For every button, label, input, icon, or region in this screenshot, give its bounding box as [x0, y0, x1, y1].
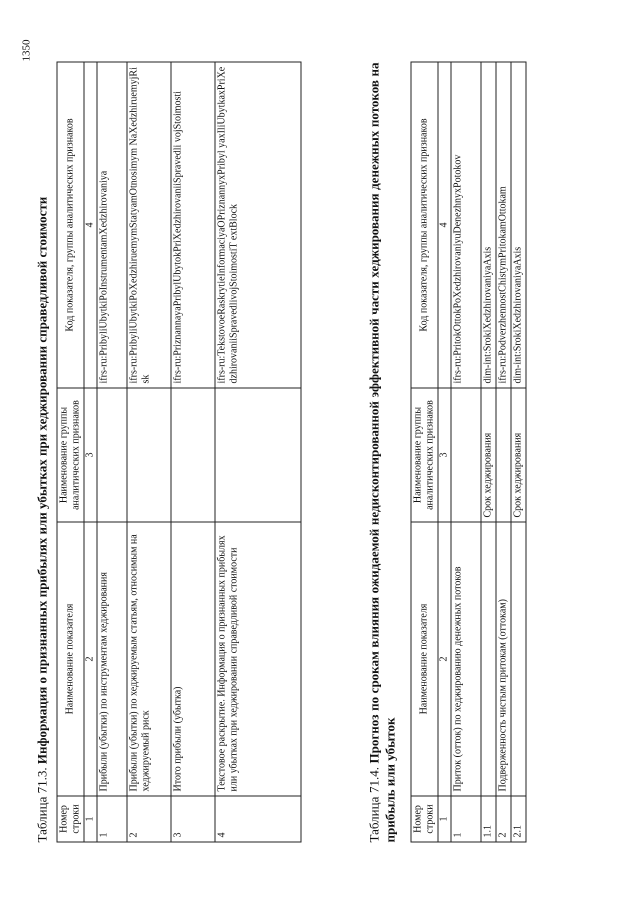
- table-row: [511, 62, 526, 842]
- row-number: 4: [215, 796, 301, 842]
- table1-index-row: [84, 62, 97, 842]
- rotated-page: [1, 0, 640, 905]
- table1-header-group: Наименование группы аналитических признаков: [57, 388, 84, 522]
- table2-index-row: [438, 62, 451, 842]
- table2-header-code: Код показателя, группы аналитических признаков: [411, 62, 438, 388]
- table1-header-name: Наименование показателя: [57, 522, 84, 796]
- table2-index-cell: 1: [438, 796, 451, 842]
- row-code: ifrs-ru:PribyliUbytkiPoInstrumentamXedzhirovaniya: [97, 62, 127, 388]
- table1-caption: [35, 43, 51, 843]
- row-group: [215, 388, 301, 522]
- row-code: ifrs-ru:TekstovoeRaskrytieInformaciyaOPriznannyxPribyl yaxIliUbytkaxPriXedzhirovaniiSpravedlivojStoimostiT extBlock: [215, 62, 301, 388]
- row-name: Прибыли (убытки) по инструментам хеджирования: [97, 522, 127, 796]
- row-number: 1.1: [481, 796, 496, 842]
- row-group: Срок хеджирования: [481, 388, 496, 522]
- table1-index-cell: 2: [84, 522, 97, 796]
- table-row: [496, 62, 511, 842]
- table1: [57, 62, 302, 843]
- row-group: [171, 388, 215, 522]
- table1-index-cell: 1: [84, 796, 97, 842]
- table-row: [127, 62, 171, 842]
- row-number: 1: [97, 796, 127, 842]
- table1-header-number: Номер строки: [57, 796, 84, 842]
- row-code: ifrs-ru:PribyliUbytkiPoXedzhiruemymStatyamOtnosimym NaXedzhiruemyjRisk: [127, 62, 171, 388]
- row-name: [481, 522, 496, 796]
- table2-header-name: Наименование показателя: [411, 522, 438, 796]
- table1-header-code: Код показателя, группы аналитических признаков: [57, 62, 84, 388]
- row-number: 2: [127, 796, 171, 842]
- row-group: [97, 388, 127, 522]
- table1-caption-number: Таблица 71.3.: [34, 767, 50, 843]
- table2-caption-title: Прогноз по срокам влияния ожидаемой недисконтированной эффективной части хеджирования денежных потоков на прибыль или убыток: [366, 62, 398, 843]
- table2-index-cell: 4: [438, 62, 451, 388]
- table-row: [481, 62, 496, 842]
- table-row: [171, 62, 215, 842]
- table2-index-cell: 3: [438, 388, 451, 522]
- row-group: [496, 388, 511, 522]
- row-name: Итого прибыли (убытка): [171, 522, 215, 796]
- table1-caption-title: Информация о признанных прибылях или убытках при хеджировании справедливой стоимости: [34, 196, 50, 765]
- row-code: ifrs-ru:PritokOttokPoXedzhirovaniyuDenezhnyxPotokov: [451, 62, 481, 388]
- row-name: Текстовое раскрытие. Информация о признанных прибылях или убытках при хеджировании справедливой стоимости: [215, 522, 301, 796]
- row-code: dim-int:SrokiXedzhirovaniyaAxis: [511, 62, 526, 388]
- row-group: [451, 388, 481, 522]
- table2-header-row: [411, 62, 438, 842]
- table2-caption-number: Таблица 71.4.: [366, 767, 382, 843]
- table2-index-cell: 2: [438, 522, 451, 796]
- table2: [411, 62, 527, 843]
- table2-header-group: Наименование группы аналитических признаков: [411, 388, 438, 522]
- table-row: [97, 62, 127, 842]
- row-number: 3: [171, 796, 215, 842]
- row-name: Прибыли (убытки) по хеджируемым статьям, относимым на хеджируемый риск: [127, 522, 171, 796]
- row-code: ifrs-ru:PodverzhennostChistymPritokamOttokam: [496, 62, 511, 388]
- row-group: Срок хеджирования: [511, 388, 526, 522]
- row-number: 1: [451, 796, 481, 842]
- row-code: dim-int:SrokiXedzhirovaniyaAxis: [481, 62, 496, 388]
- row-name: Приток (отток) по хеджированию денежных потоков: [451, 522, 481, 796]
- table1-index-cell: 4: [84, 62, 97, 388]
- row-code: ifrs-ru:PriznannayaPribylUbytokPriXedzhirovaniiSpravedli vojStoimosti: [171, 62, 215, 388]
- row-name: [511, 522, 526, 796]
- row-number: 2.1: [511, 796, 526, 842]
- row-name: Подверженность чистым притокам (оттокам): [496, 522, 511, 796]
- table-row: [215, 62, 301, 842]
- row-number: 2: [496, 796, 511, 842]
- table1-header-row: [57, 62, 84, 842]
- page-number: 1350: [20, 39, 33, 62]
- table2-caption: [367, 63, 399, 843]
- row-group: [127, 388, 171, 522]
- table2-header-number: Номер строки: [411, 796, 438, 842]
- table1-index-cell: 3: [84, 388, 97, 522]
- table-row: [451, 62, 481, 842]
